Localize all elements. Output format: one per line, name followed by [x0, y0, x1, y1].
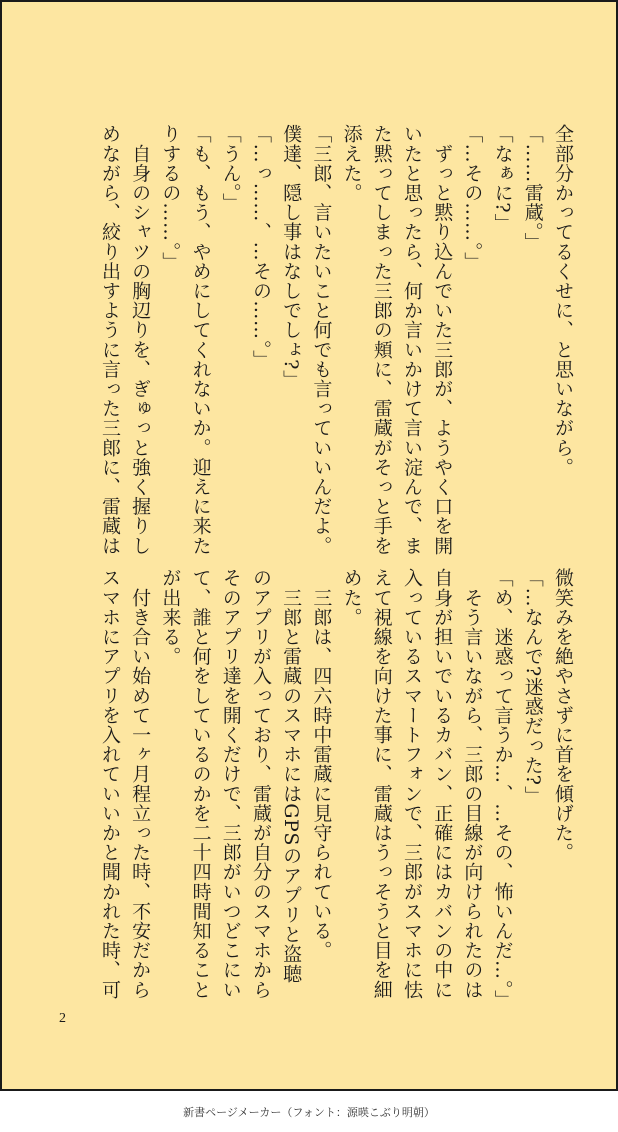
page-number: 2 — [59, 1011, 66, 1026]
generator-credit: 新書ページメーカー（フォント：源暎こぶり明朝） — [183, 1106, 435, 1119]
text-block-upper: 全部分かってるくせに、と思いながら。 「……雷蔵。」 「なぁに?」 「…その……。」 ずっと黙り込んでいた三郎が、ようやく口を開 いたと思ったら、何か言いかけて言い淀んで、ま た黙ってしまった三郎の頬に、雷蔵がそっと手を 添えた。 「三郎、言いたいこと何でも言っていいんだよ。 僕達、隠し事はなしでしょ?」 「…っ……、…その……。」 「うん。」 「も、もう、やめにしてくれないか。迎えに来た りするの……。」 自身のシャツの胸辺りを、ぎゅっと強く握りし めながら、絞り出すように言った三郎に、雷蔵は — [98, 124, 574, 556]
text-block-lower: 微笑みを絶やさずに首を傾げた。 「…なんで?迷惑だった?」 「め、迷惑って言うか…、…その、怖いんだ…。」 そう言いながら、三郎の目線が向けられたのは 自身が担いでいるカバン、正確にはカバンの中に 入っているスマートフォンで、三郎がスマホに怯 えて視線を向けた事に、雷蔵はうっそうと目を細 めた。 三郎は、四六時中雷蔵に見守られている。 三郎と雷蔵のスマホにはGPSのアプリと盗聴 のアプリが入っており、雷蔵が自分のスマホから そのアプリ達を開くだけで、三郎がいつどこにい て、誰と何をしているのかを二十四時間知ること が出来る。 付き合い始めて一ヶ月程立った時、不安だから スマホにアプリを入れていいかと聞かれた時、可 — [98, 568, 574, 1010]
